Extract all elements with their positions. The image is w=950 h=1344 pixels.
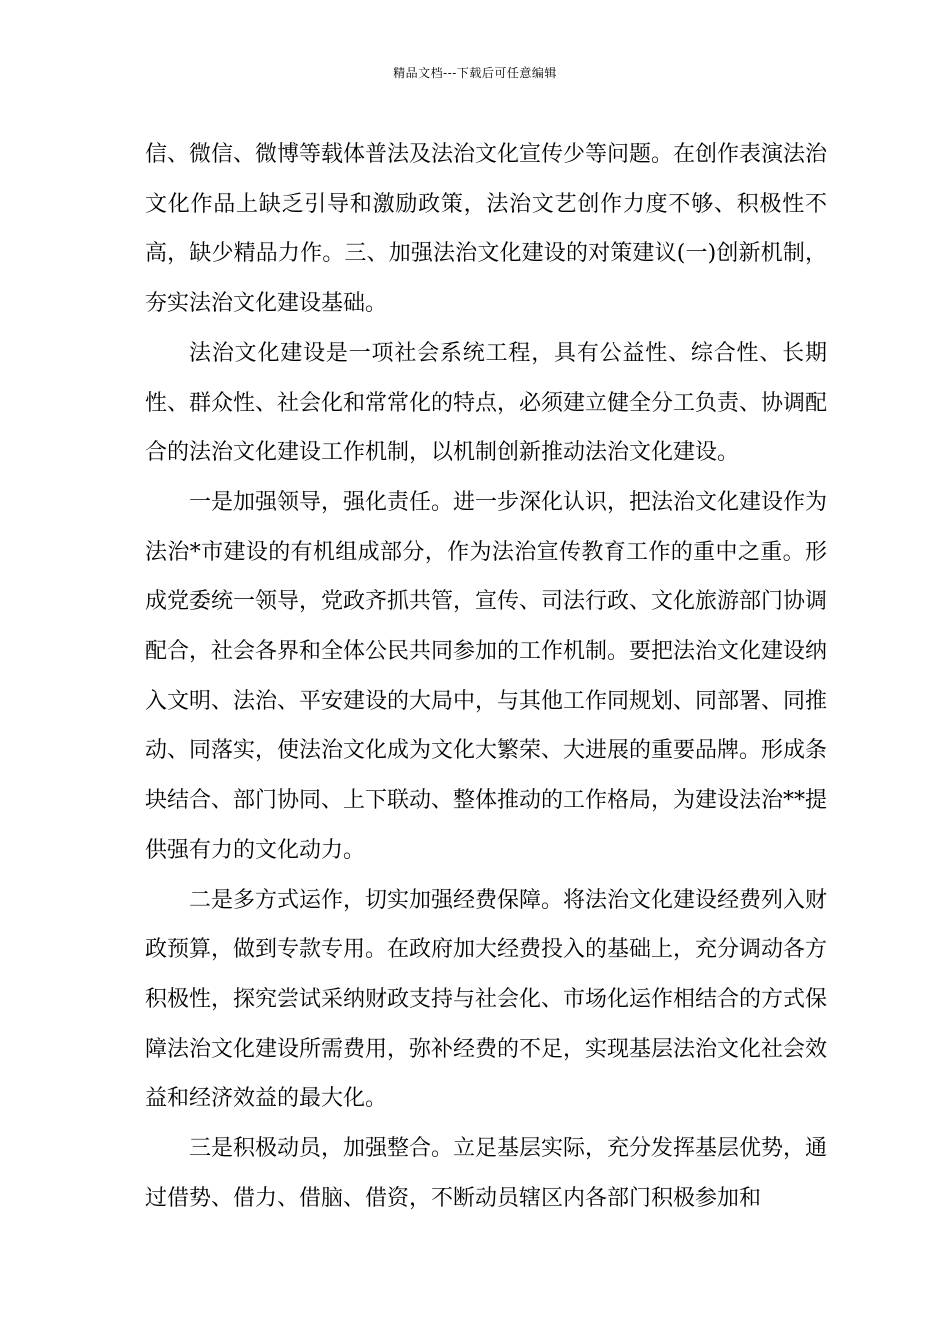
page-header: 精品文档---下载后可任意编辑 (393, 66, 557, 80)
paragraph-2: 法治文化建设是一项社会系统工程，具有公益性、综合性、长期性、群众性、社会化和常常化的特点，必须建立健全分工负责、协调配合的法治文化建设工作机制，以机制创新推动法治文化建设。 (145, 340, 828, 466)
document-body (145, 130, 827, 1223)
paragraph-1: 信、微信、微博等载体普法及法治文化宣传少等问题。在创作表演法治文化作品上缺乏引导和激励政策，法治文艺创作力度不够、积极性不高，缺少精品力作。三、加强法治文化建设的对策建议(一)创新机制，夯实法治文化建设基础。 (145, 142, 828, 317)
paragraph-5: 三是积极动员，加强整合。立足基层实际，充分发挥基层优势，通过借势、借力、借脑、借资，不断动员辖区内各部门积极参加和 (145, 1136, 828, 1211)
paragraph-4: 二是多方式运作，切实加强经费保障。将法治文化建设经费列入财政预算，做到专款专用。在政府加大经费投入的基础上，充分调动各方积极性，探究尝试采纳财政支持与社会化、市场化运作相结合的方式保障法治文化建设所需费用，弥补经费的不足，实现基层法治文化社会效益和经济效益的最大化。 (145, 887, 828, 1112)
paragraph-3: 一是加强领导，强化责任。进一步深化认识，把法治文化建设作为法治*市建设的有机组成部分，作为法治宣传教育工作的重中之重。形成党委统一领导，党政齐抓共管，宣传、司法行政、文化旅游部门协调配合，社会各界和全体公民共同参加的工作机制。要把法治文化建设纳入文明、法治、平安建设的大局中，与其他工作同规划、同部署、同推动、同落实，使法治文化成为文化大繁荣、大进展的重要品牌。形成条块结合、部门协同、上下联动、整体推动的工作格局，为建设法治**提供强有力的文化动力。 (145, 489, 828, 863)
